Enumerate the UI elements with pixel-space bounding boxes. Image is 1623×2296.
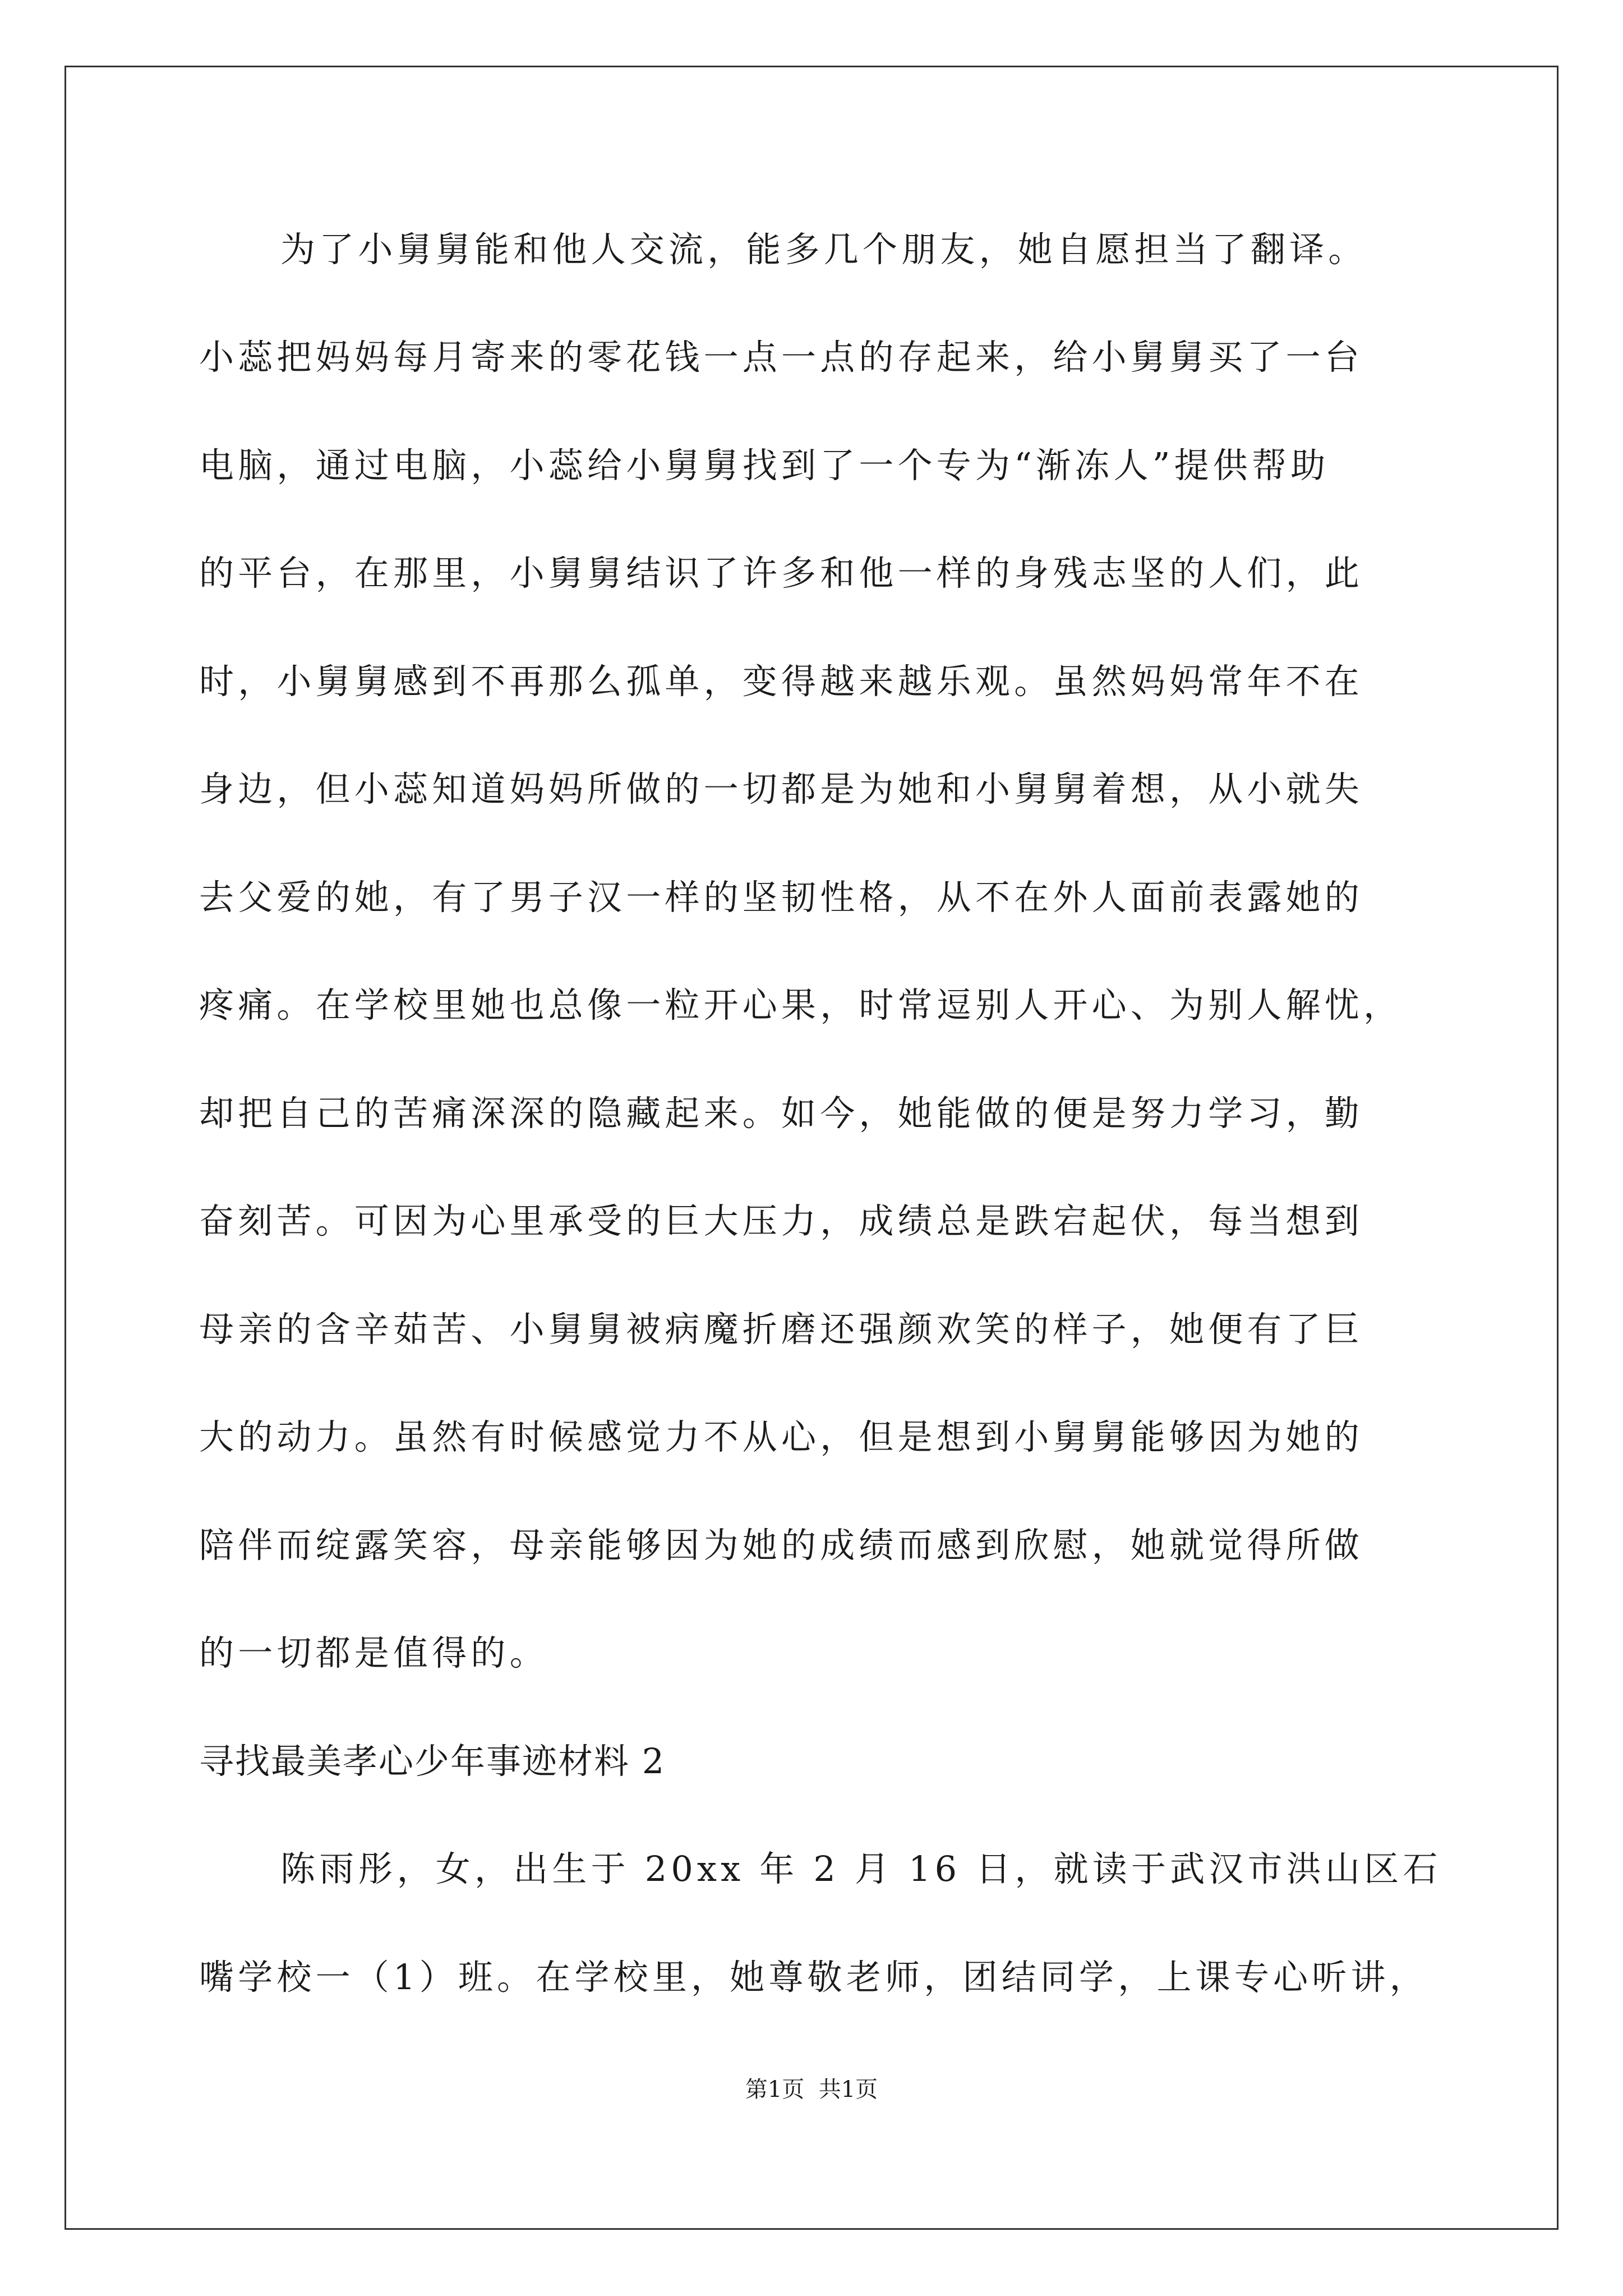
text-line: 小蕊把妈妈每月寄来的零花钱一点一点的存起来，给小舅舅买了一台 — [199, 337, 1364, 378]
text-line: 时，小舅舅感到不再那么孤单，变得越来越乐观。虽然妈妈常年不在 — [199, 661, 1364, 702]
text-line: 电脑，通过电脑，小蕊给小舅舅找到了一个专为“渐冻人”提供帮助 — [199, 445, 1330, 486]
text-line: 疼痛。在学校里她也总像一粒开心果，时常逗别人开心、为别人解忧， — [199, 984, 1403, 1025]
text-line: 大的动力。虽然有时候感觉力不从心，但是想到小舅舅能够因为她的 — [199, 1416, 1364, 1457]
text-line: 为了小舅舅能和他人交流，能多几个朋友，她自愿担当了翻译。 — [280, 229, 1367, 270]
section-heading: 寻找最美孝心少年事迹材料 2 — [199, 1741, 666, 1782]
text-line: 身边，但小蕊知道妈妈所做的一切都是为她和小舅舅着想，从小就失 — [199, 769, 1364, 809]
text-line: 的一切都是值得的。 — [199, 1632, 548, 1673]
text-line: 奋刻苦。可因为心里承受的巨大压力，成绩总是跌宕起伏，每当想到 — [199, 1200, 1364, 1241]
page-border — [64, 66, 1559, 2230]
text-line: 的平台，在那里，小舅舅结识了许多和他一样的身残志坚的人们，此 — [199, 553, 1364, 593]
text-line: 陪伴而绽露笑容，母亲能够因为她的成绩而感到欣慰，她就觉得所做 — [199, 1525, 1364, 1566]
text-line: 却把自己的苦痛深深的隐藏起来。如今，她能做的便是努力学习，勤 — [199, 1093, 1364, 1134]
page-footer: 第1页 共1页 — [745, 2077, 878, 2102]
text-line: 去父爱的她，有了男子汉一样的坚韧性格，从不在外人面前表露她的 — [199, 877, 1364, 918]
text-line: 嘴学校一（1）班。在学校里，她尊敬老师，团结同学，上课专心听讲， — [199, 1957, 1428, 1998]
text-line: 陈雨彤，女，出生于 20xx 年 2 月 16 日，就读于武汉市洪山区石 — [280, 1848, 1442, 1889]
text-line: 母亲的含辛茹苦、小舅舅被病魔折磨还强颜欢笑的样子，她便有了巨 — [199, 1309, 1364, 1350]
